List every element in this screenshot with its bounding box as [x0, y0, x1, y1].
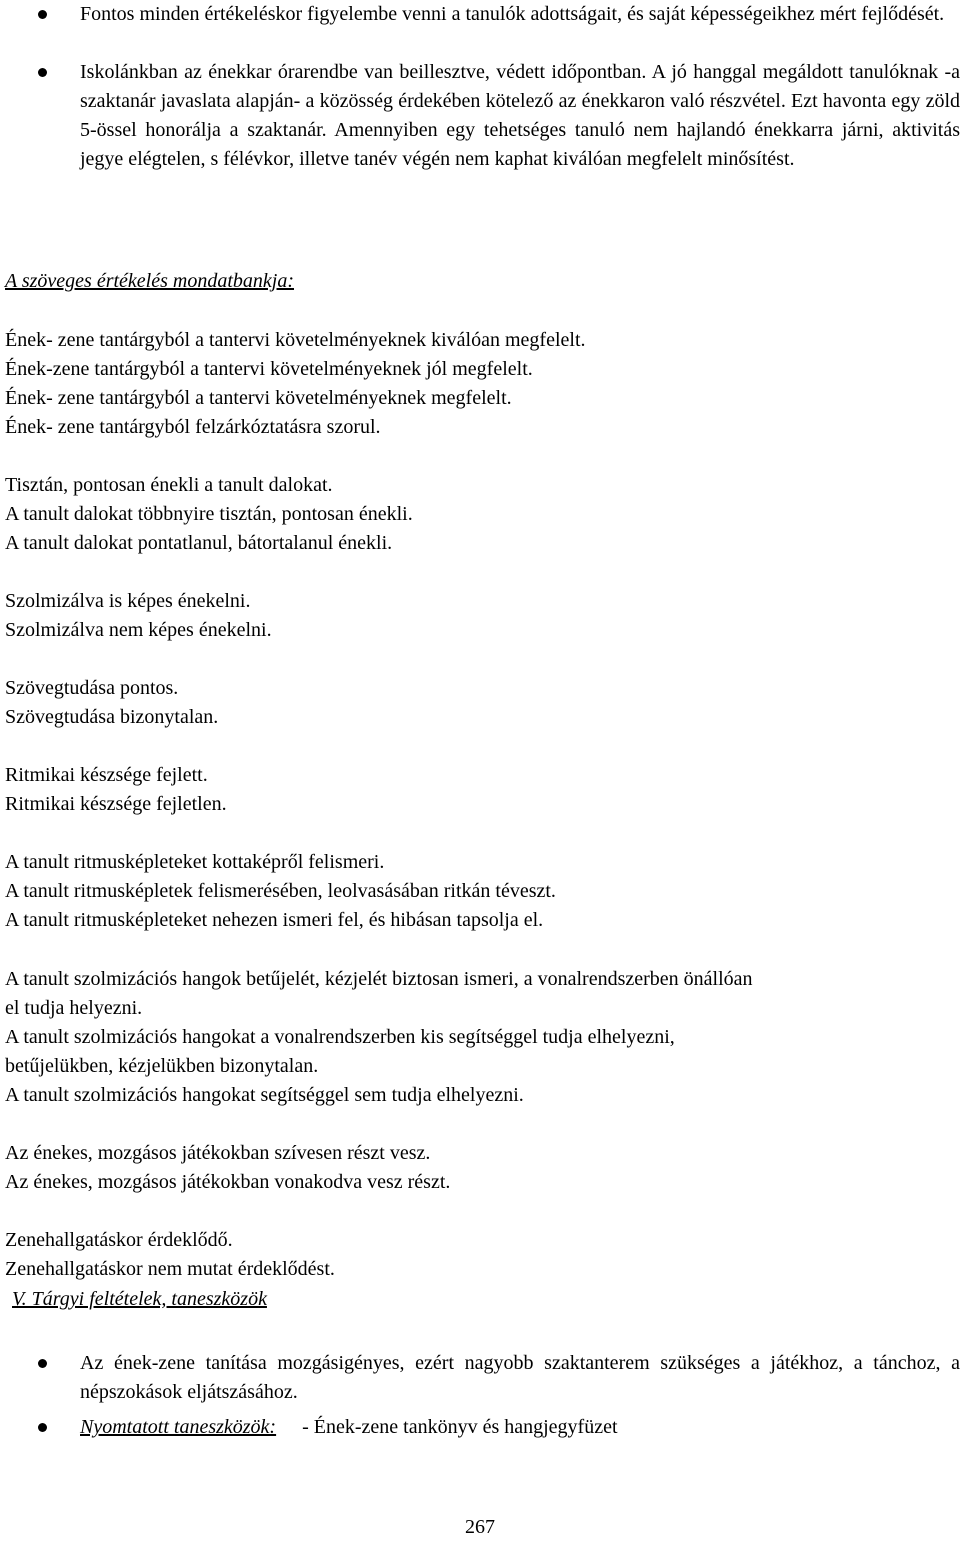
- bank-sentence: A tanult dalokat többnyire tisztán, pontosan énekli.: [5, 503, 413, 525]
- bank-sentence: A tanult szolmizációs hangokat segítséggel sem tudja elhelyezni.: [5, 1084, 524, 1106]
- bank-sentence: A tanult ritmusképletek felismerésében, leolvasásában ritkán téveszt.: [5, 880, 556, 902]
- bank-sentence: Ének- zene tantárgyból a tantervi követelményeknek kiválóan megfelelt.: [5, 329, 586, 351]
- bank-sentence: A tanult szolmizációs hangokat a vonalrendszerben kis segítséggel tudja elhelyezni,: [5, 1026, 675, 1048]
- bank-sentence: Az énekes, mozgásos játékokban szívesen részt vesz.: [5, 1142, 431, 1164]
- bank-sentence: Szolmizálva is képes énekelni.: [5, 590, 251, 612]
- bank-sentence: A tanult dalokat pontatlanul, bátortalanul énekli.: [5, 532, 393, 554]
- printed-materials-value: - Ének-zene tankönyv és hangjegyfüzet: [302, 1416, 618, 1438]
- bank-sentence: Ének- zene tantárgyból felzárkóztatásra szorul.: [5, 416, 381, 438]
- bank-sentence: Zenehallgatáskor érdeklődő.: [5, 1229, 233, 1251]
- bullet-dot: [38, 1423, 47, 1432]
- bank-sentence: Az énekes, mozgásos játékokban vonakodva vesz részt.: [5, 1171, 451, 1193]
- bullet-paragraph: Fontos minden értékeléskor figyelembe venni a tanulók adottságait, és saját képességeikhez mért fejlődését.: [80, 3, 945, 25]
- bullet-dot: [38, 10, 47, 19]
- bank-sentence: Zenehallgatáskor nem mutat érdeklődést.: [5, 1258, 335, 1280]
- section-heading: V. Tárgyi feltételek, taneszközök: [12, 1288, 267, 1310]
- bank-sentence: Tisztán, pontosan énekli a tanult dalokat.: [5, 474, 333, 496]
- bank-sentence: betűjelükben, kézjelükben bizonytalan.: [5, 1055, 319, 1077]
- printed-materials-label: Nyomtatott taneszközök:: [80, 1416, 277, 1438]
- bullet-dot: [38, 1359, 47, 1368]
- sentence-bank-heading: A szöveges értékelés mondatbankja:: [5, 270, 294, 292]
- bank-sentence: A tanult ritmusképleteket kottaképről felismeri.: [5, 851, 385, 873]
- bank-sentence: Ének- zene tantárgyból a tantervi követelményeknek megfelelt.: [5, 387, 512, 409]
- bank-sentence: A tanult szolmizációs hangok betűjelét, kézjelét biztosan ismeri, a vonalrendszerben önállóan: [5, 968, 753, 990]
- bullet-paragraph: Iskolánkban az énekkar órarendbe van beillesztve, védett időpontban. A jó hanggal megáldott tanulóknak -a szaktanár javaslata alapján- a közösség érdekében kötelező az énekkaron való részvétel. Ezt havonta egy zöld 5-össel honorálja a szaktanár. Amennyiben egy tehetséges tanuló nem hajlandó énekkarra járni, aktivitás jegye elégtelen, s félévkor, illetve tanév végén nem kaphat kiválóan megfelelt minősítést.: [80, 61, 960, 170]
- page-number: 267: [465, 1516, 495, 1538]
- bank-sentence: Ritmikai készsége fejletlen.: [5, 793, 227, 815]
- bank-sentence: Szolmizálva nem képes énekelni.: [5, 619, 272, 641]
- bank-sentence: A tanult ritmusképleteket nehezen ismeri fel, és hibásan tapsolja el.: [5, 909, 544, 931]
- bullet-dot: [38, 68, 47, 77]
- bullet-paragraph: Az ének-zene tanítása mozgásigényes, ezért nagyobb szaktanterem szükséges a játékhoz, a tánchoz, a népszokások eljátszásához.: [80, 1352, 960, 1403]
- bank-sentence: Szövegtudása bizonytalan.: [5, 706, 219, 728]
- bank-sentence: Ének-zene tantárgyból a tantervi követelményeknek jól megfelelt.: [5, 358, 533, 380]
- bank-sentence: Szövegtudása pontos.: [5, 677, 179, 699]
- bank-sentence: Ritmikai készsége fejlett.: [5, 764, 208, 786]
- bank-sentence: el tudja helyezni.: [5, 997, 143, 1019]
- bullet-line: [80, 1413, 960, 1442]
